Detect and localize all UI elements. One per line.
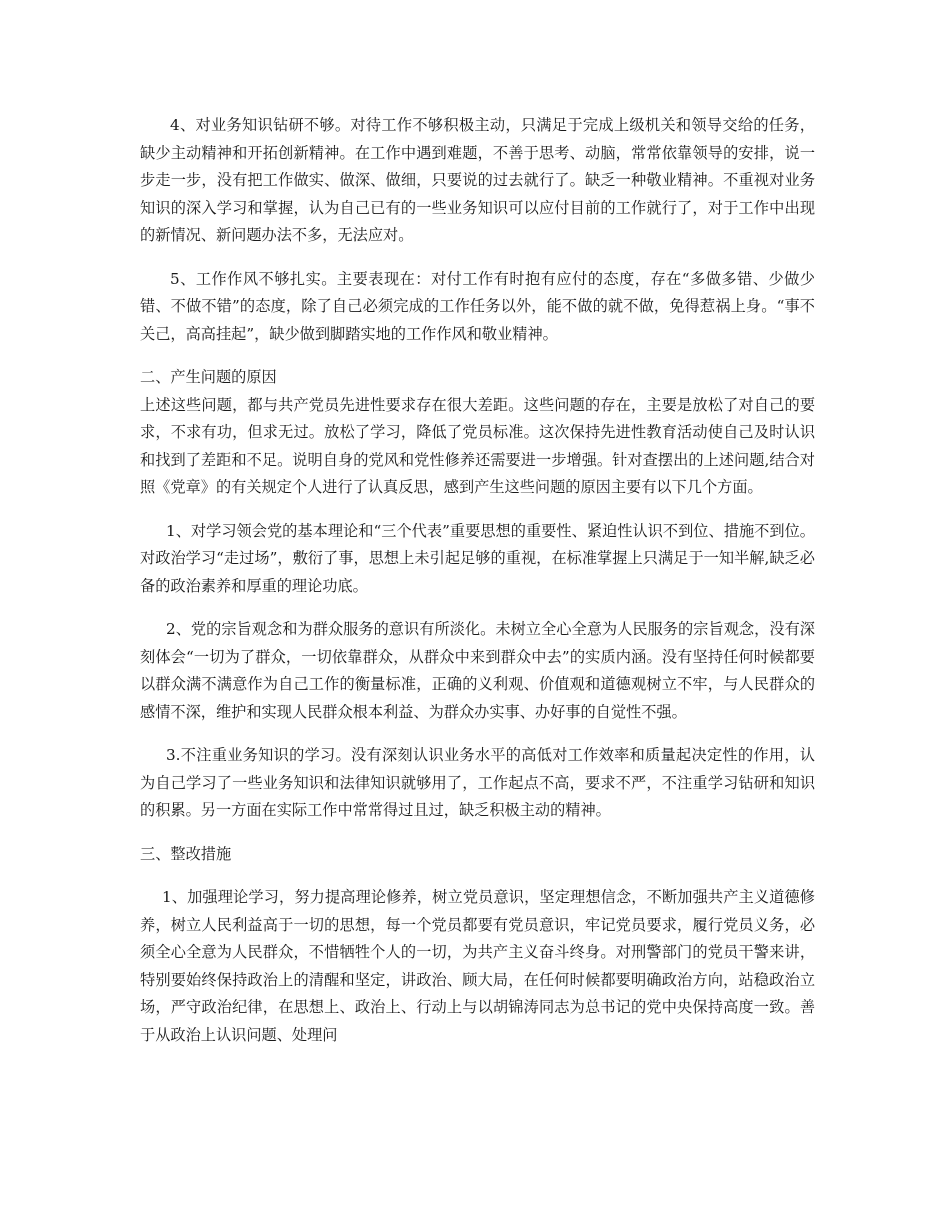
paragraph-causes-intro: 上述这些问题，都与共产党员先进性要求存在很大差距。这些问题的存在，主要是放松了对自己的要求，不求有功，但求无过。放松了学习，降低了党员标准。这次保持先进性教育活动使自己及时认识和找到了差距和不足。说明自身的党风和党性修养还需要进一步增强。针对查摆出的上述问题,结合对照《党章》的有关规定个人进行了认真反思，感到产生这些问题的原因主要有以下几个方面。 xyxy=(140,395,815,496)
paragraph-business-knowledge: 4、对业务知识钻研不够。对待工作不够积极主动，只满足于完成上级机关和领导交给的任务，缺少主动精神和开拓创新精神。在工作中遇到难题，不善于思考、动脑，常常依靠领导的安排，说一步走一步，没有把工作做实、做深、做细，只要说的过去就行了。缺乏一种敬业精神。不重视对业务知识的深入学习和掌握，认为自己已有的一些业务知识可以应付目前的工作就行了，对于工作中出现的新情况、新问题办法不多，无法应对。 xyxy=(140,116,815,244)
paragraph-cause-theory: 1、对学习领会党的基本理论和“三个代表”重要思想的重要性、紧迫性认识不到位、措施不到位。对政治学习“走过场”，敷衍了事，思想上未引起足够的重视，在标准掌握上只满足于一知半解,缺乏必备的政治素养和厚重的理论功底。 xyxy=(140,521,815,595)
section-heading-measures: 三、整改措施 xyxy=(140,844,232,863)
paragraph-cause-purpose: 2、党的宗旨观念和为群众服务的意识有所淡化。未树立全心全意为人民服务的宗旨观念，没有深刻体会“一切为了群众，一切依靠群众，从群众中来到群众中去”的实质内涵。没有坚持任何时候都要以群众满不满意作为自己工作的衡量标准，正确的义利观、价值观和道德观树立不牢，与人民群众的感情不深，维护和实现人民群众根本利益、为群众办实事、办好事的自觉性不强。 xyxy=(140,620,815,721)
section-heading-causes: 二、产生问题的原因 xyxy=(140,368,277,386)
paragraph-cause-study: 3.不注重业务知识的学习。没有深刻认识业务水平的高低对工作效率和质量起决定性的作用，认为自己学习了一些业务知识和法律知识就够用了，工作起点不高，要求不严，不注重学习钻研和知识的积累。另一方面在实际工作中常常得过且过，缺乏积极主动的精神。 xyxy=(140,746,815,819)
paragraph-measure-theory: 1、加强理论学习，努力提高理论修养，树立党员意识，坚定理想信念，不断加强共产主义道德修养，树立人民利益高于一切的思想，每一个党员都要有党员意识，牢记党员要求，履行党员义务，必须全心全意为人民群众，不惜牺牲个人的一切，为共产主义奋斗终身。对刑警部门的党员干警来讲，特别要始终保持政治上的清醒和坚定，讲政治、顾大局，在任何时候都要明确政治方向，站稳政治立场，严守政治纪律，在思想上、政治上、行动上与以胡锦涛同志为总书记的党中央保持高度一致。善于从政治上认识问题、处理问 xyxy=(140,888,815,1044)
document-page xyxy=(140,112,815,1065)
paragraph-work-style: 5、工作作风不够扎实。主要表现在：对付工作有时抱有应付的态度，存在“多做多错、少做少错、不做不错”的态度，除了自己必须完成的工作任务以外，能不做的就不做，免得惹祸上身。“事不关己，高高挂起”，缺少做到脚踏实地的工作作风和敬业精神。 xyxy=(140,269,815,343)
